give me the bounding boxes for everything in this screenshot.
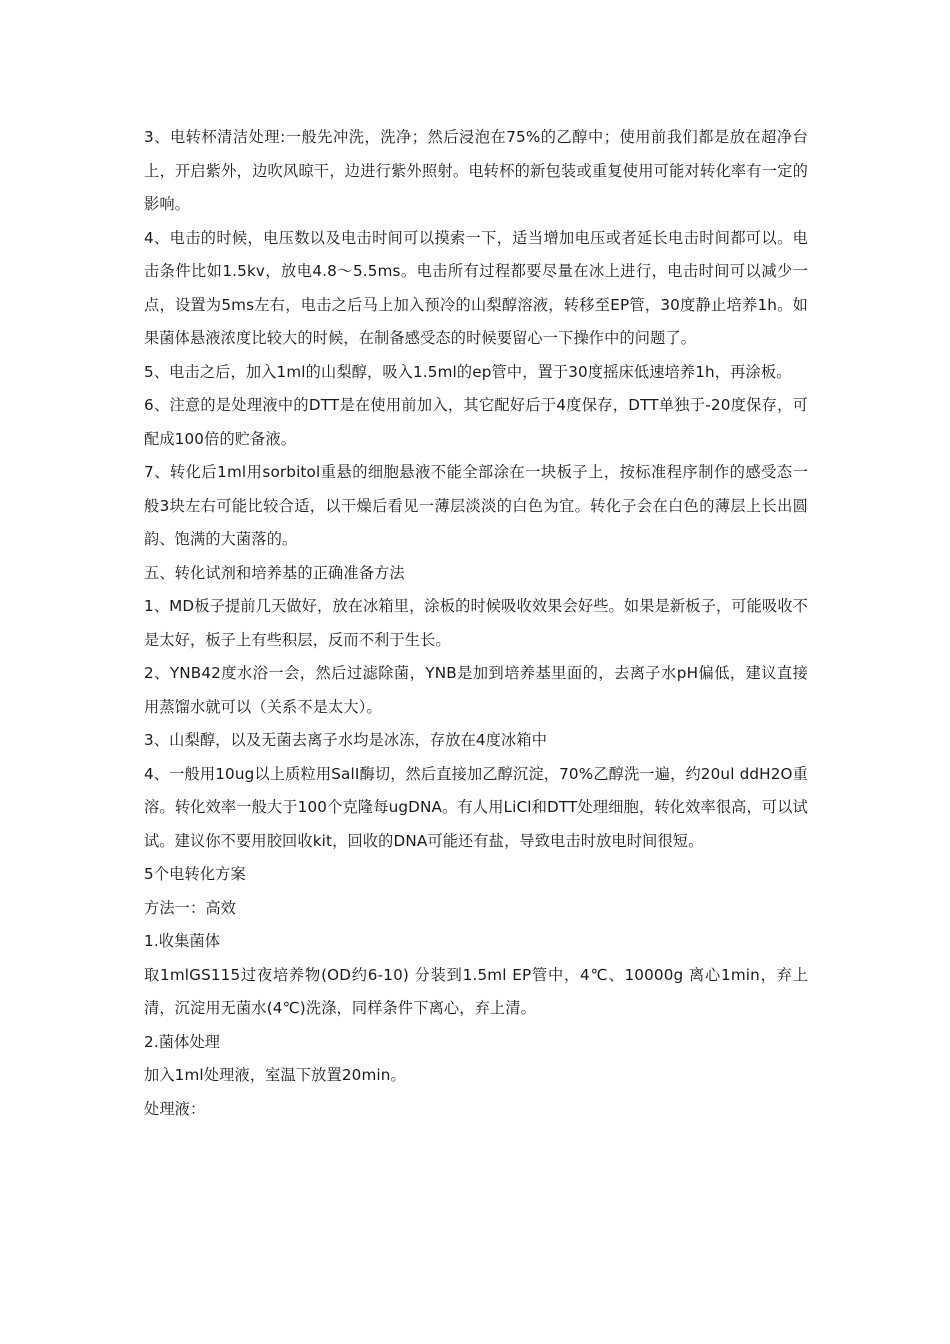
paragraph-cuvette-cleaning: 3、电转杯清洁处理:一般先冲洗，洗净；然后浸泡在75%的乙醇中；使用前我们都是放在超净台上，开启紫外，边吹风晾干，边进行紫外照射。电转杯的新包装或重复使用可能对转化率有一定的影响。	[144, 128, 808, 213]
document-body	[144, 121, 808, 1126]
paragraph-collect-cells: 取1mlGS115过夜培养物(OD约6-10) 分装到1.5ml EP管中，4℃、10000g 离心1min，弃上清，沉淀用无菌水(4℃)洗涤，同样条件下离心，弃上清。	[144, 965, 808, 1017]
paragraph-plasmid-preparation: 4、一般用10ug以上质粒用SalI酶切，然后直接加乙醇沉淀，70%乙醇洗一遍，约20ul ddH2O重溶。转化效率一般大于100个克隆每ugDNA。有人用LiCl和DTT处理细胞，转化效率很高，可以试试。建议你不要用胶回收kit，回收的DNA可能还有盐，导致电击时放电时间很短。	[144, 764, 808, 850]
paragraph-electroporation-conditions: 4、电击的时候，电压数以及电击时间可以摸索一下，适当增加电压或者延长电击时间都可以。电击条件比如1.5kv，放电4.8～5.5ms。电击所有过程都要尽量在冰上进行，电击时间可以减少一点，设置为5ms左右，电击之后马上加入预冷的山梨醇溶液，转移至EP管，30度静止培养1h。如果菌体悬液浓度比较大的时候，在制备感受态的时候要留心一下操作中的问题了。	[144, 228, 808, 347]
section-heading-reagent-preparation: 五、转化试剂和培养基的正确准备方法	[144, 563, 405, 582]
paragraph-dtt-note: 6、注意的是处理液中的DTT是在使用前加入，其它配好后于4度保存，DTT单独于-20度保存，可配成100倍的贮备液。	[144, 396, 808, 448]
step-cell-treatment-heading: 2.菌体处理	[144, 1032, 221, 1051]
step-collect-cells-heading: 1.收集菌体	[144, 932, 221, 950]
method-one-heading: 方法一：高效	[144, 898, 237, 917]
paragraph-sorbitol-storage: 3、山梨醇，以及无菌去离子水均是冰冻，存放在4度冰箱中	[144, 731, 548, 749]
section-heading-five-protocols: 5个电转化方案	[144, 865, 246, 883]
paragraph-plating-note: 7、转化后1ml用sorbitol重悬的细胞悬液不能全部涂在一块板子上，按标准程序制作的感受态一般3块左右可能比较合适，以干燥后看见一薄层淡淡的白色为宜。转化子会在白色的薄层上长出圆韵、饱满的大菌落的。	[144, 463, 808, 548]
paragraph-post-shock-recovery: 5、电击之后，加入1ml的山梨醇，吸入1.5ml的ep管中，置于30度摇床低速培养1h，再涂板。	[144, 362, 792, 381]
treatment-solution-label: 处理液：	[144, 1099, 206, 1118]
paragraph-cell-treatment: 加入1ml处理液，室温下放置20min。	[144, 1066, 406, 1084]
paragraph-ynb: 2、YNB42度水浴一会，然后过滤除菌，YNB是加到培养基里面的，去离子水pH偏低，建议直接用蒸馏水就可以（关系不是太大）。	[144, 664, 808, 716]
paragraph-md-plates: 1、MD板子提前几天做好，放在冰箱里，涂板的时候吸收效果会好些。如果是新板子，可能吸收不是太好，板子上有些积层，反而不利于生长。	[144, 597, 808, 649]
